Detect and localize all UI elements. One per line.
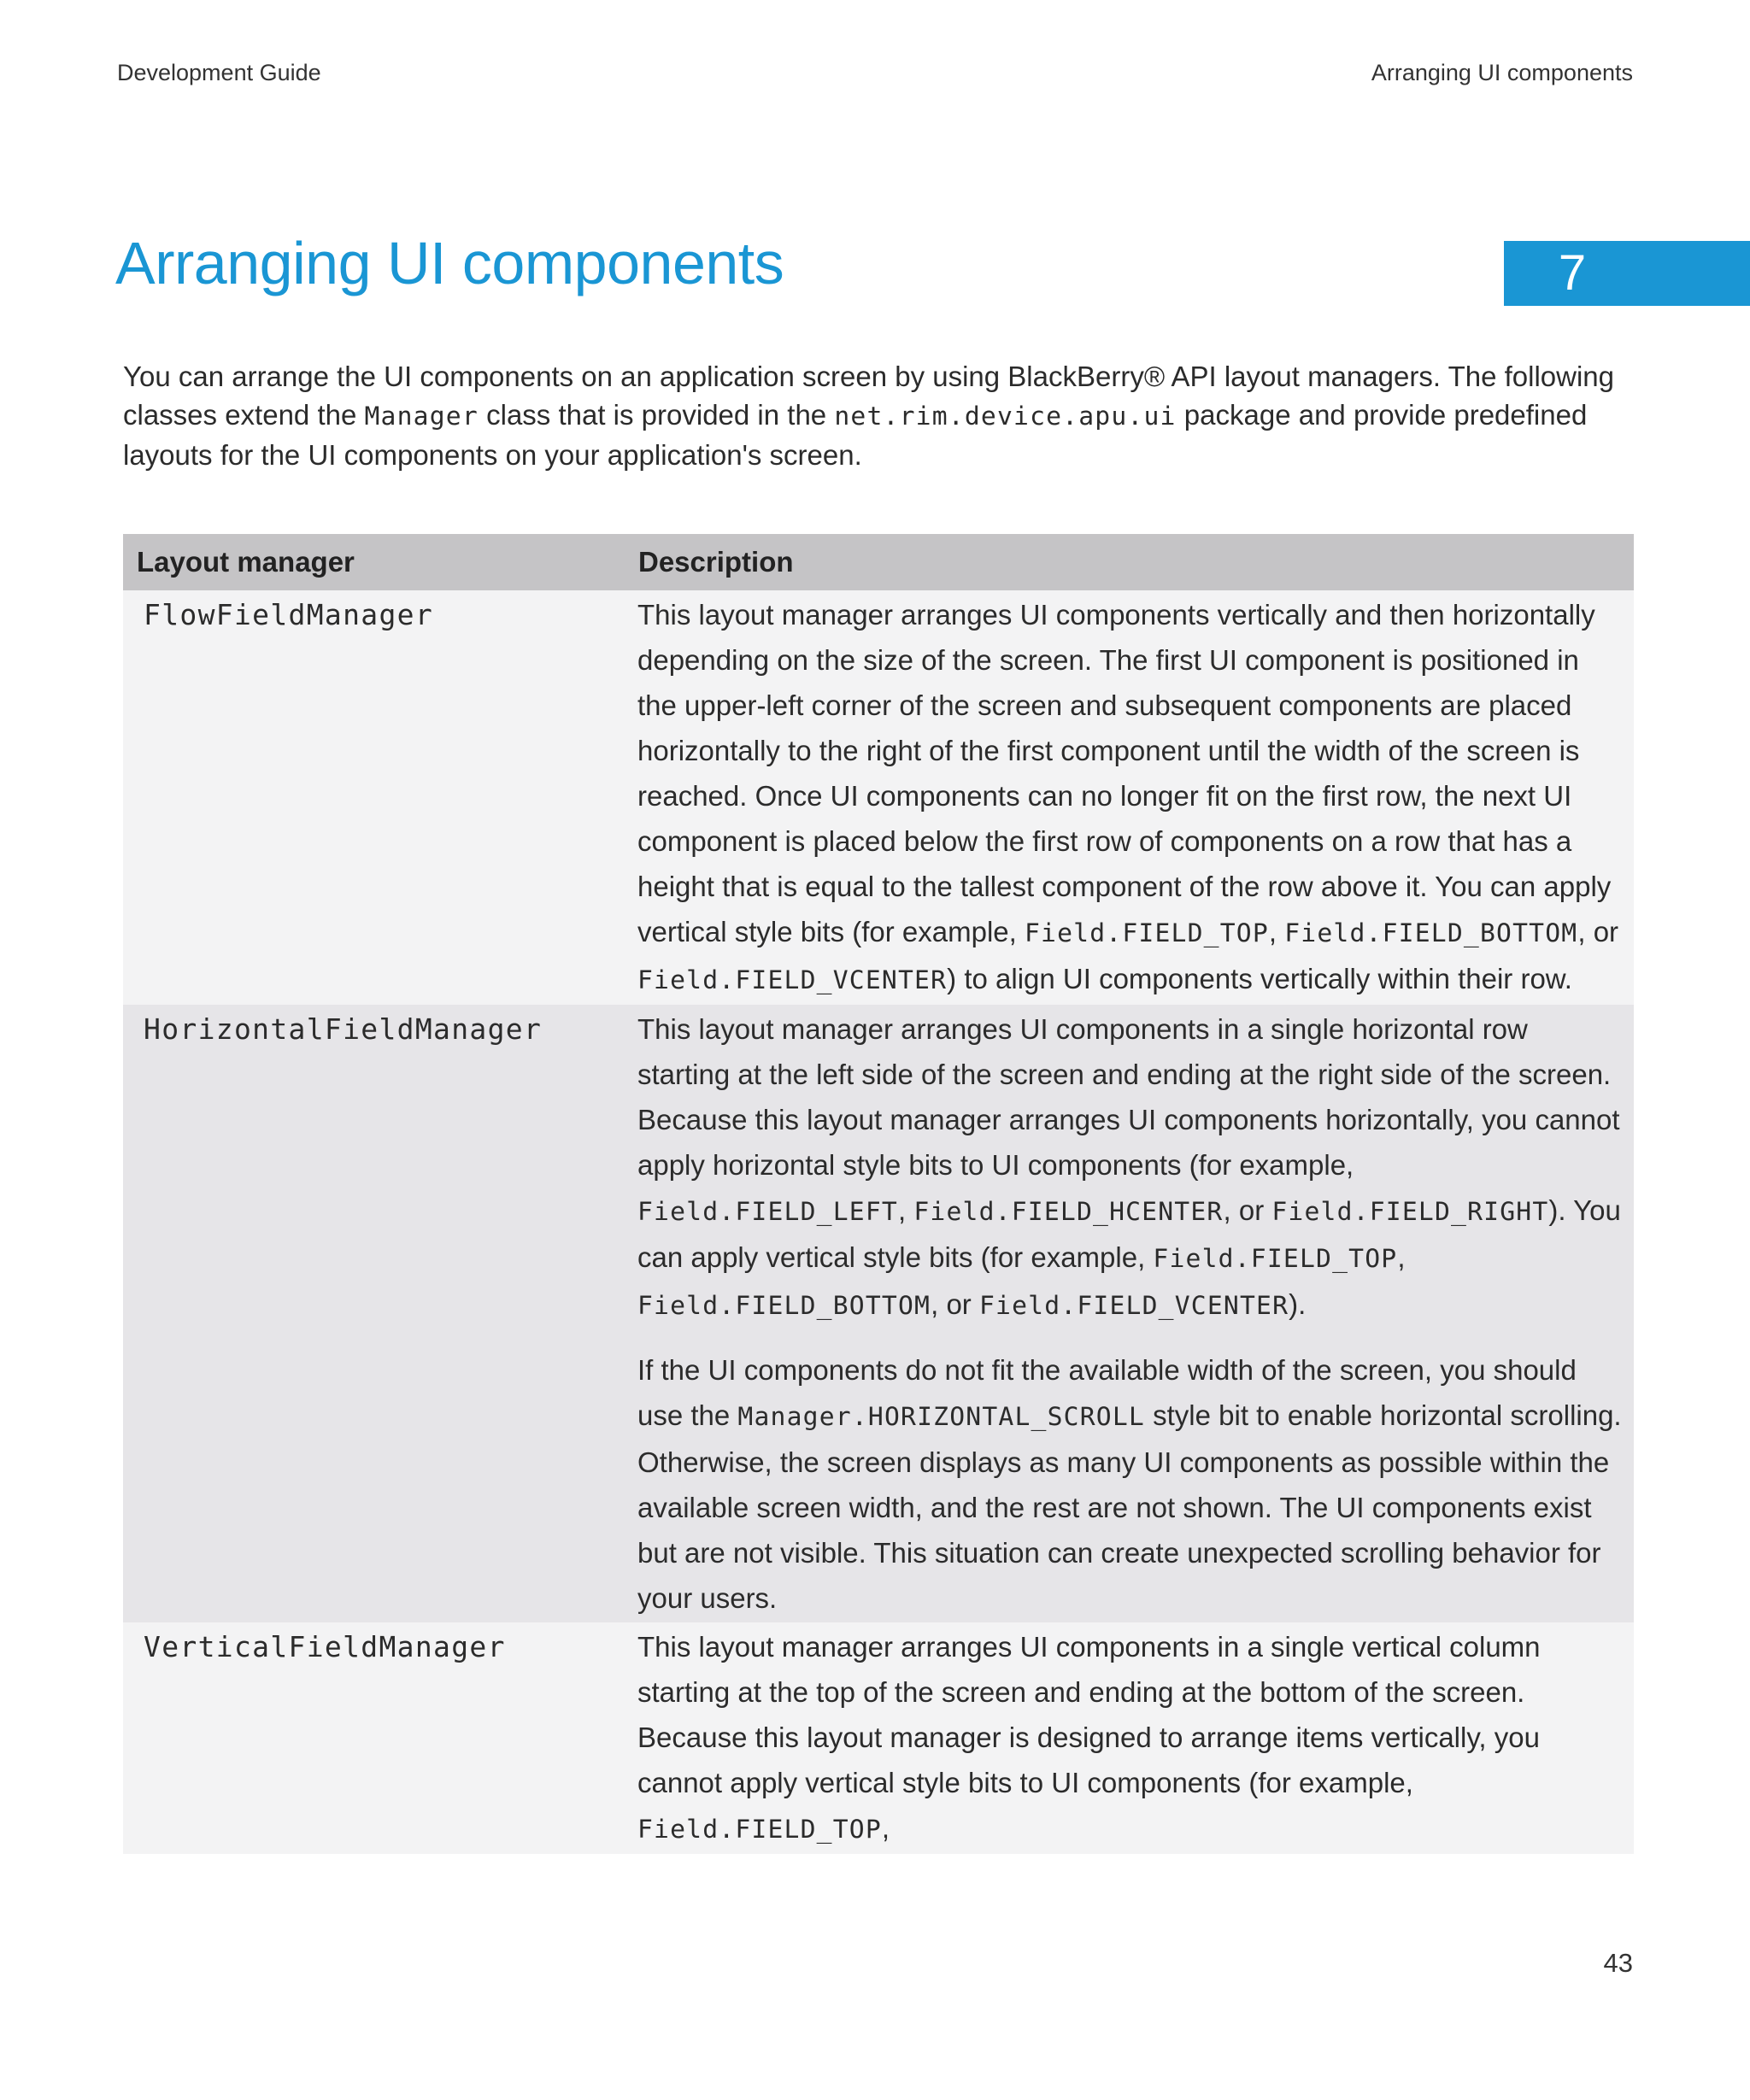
description-cell bbox=[625, 1622, 1634, 1854]
description-paragraph bbox=[637, 1624, 1622, 1852]
column-header-description: Description bbox=[625, 534, 1634, 590]
description-text: , bbox=[1397, 1241, 1406, 1273]
layout-manager-name-cell bbox=[123, 590, 625, 1005]
inline-code: net.rim.device.apu.ui bbox=[834, 402, 1177, 431]
intro-text: package and provide predefined layouts for the UI components on your application's screen. bbox=[123, 399, 1588, 471]
description-text: , bbox=[881, 1812, 890, 1844]
description-text: This layout manager arranges UI components vertically and then horizontally depending on the size of the screen. The first UI component is positioned in the upper-left corner of the screen and subsequent components are placed horizontally to the right of the first component until the width of the screen is reached. Once UI components can no longer fit on the first row, the next UI component is placed below the first row of components on a row that has a height that is equal to the tallest component of the row above it. You can apply vertical style bits (for example, bbox=[637, 599, 1612, 947]
description-text: This layout manager arranges UI components in a single horizontal row starting at the left side of the screen and ending at the right side of the screen. Because this layout manager arranges UI components horizontally, you cannot apply horizontal style bits to UI components (for example, bbox=[637, 1013, 1620, 1181]
description-cell bbox=[625, 590, 1634, 1005]
layout-manager-name: HorizontalFieldManager bbox=[144, 1012, 543, 1046]
intro-paragraph bbox=[123, 357, 1635, 474]
layout-manager-name: VerticalFieldManager bbox=[144, 1630, 506, 1663]
description-text: ). You can apply vertical style bits (for example, bbox=[637, 1194, 1621, 1273]
inline-code: Manager bbox=[364, 402, 479, 431]
inline-code: Field.FIELD_RIGHT bbox=[1271, 1197, 1549, 1227]
page-number: 43 bbox=[1603, 1948, 1633, 1978]
description-text: If the UI components do not fit the available width of the screen, you should use the bbox=[637, 1354, 1577, 1431]
table-row-flowfieldmanager bbox=[123, 590, 1634, 1005]
description-text: ) to align UI components vertically within their row. bbox=[947, 963, 1572, 994]
table-row-verticalfieldmanager bbox=[123, 1622, 1634, 1854]
description-text: , or bbox=[1577, 916, 1619, 947]
inline-code: Field.FIELD_VCENTER bbox=[978, 1291, 1289, 1321]
layout-manager-name: FlowFieldManager bbox=[144, 598, 434, 631]
layout-manager-table bbox=[123, 534, 1634, 1854]
inline-code: Field.FIELD_BOTTOM bbox=[1284, 918, 1578, 948]
description-text: , bbox=[897, 1194, 914, 1226]
description-text: This layout manager arranges UI components in a single vertical column starting at the top of the screen and ending at the bottom of the screen. Because this layout manager is designed to arrange items vertically, you cannot apply vertical style bits to UI components (for example, bbox=[637, 1631, 1541, 1798]
description-text: , or bbox=[931, 1288, 979, 1320]
layout-manager-name-cell bbox=[123, 1622, 625, 1854]
description-text: ). bbox=[1289, 1288, 1307, 1320]
intro-text: You can arrange the UI components on an application screen by using BlackBerry® API layout managers. The following classes extend the bbox=[123, 361, 1615, 431]
layout-manager-name-cell bbox=[123, 1005, 625, 1622]
inline-code: Field.FIELD_TOP bbox=[1153, 1244, 1398, 1274]
table-header-row bbox=[123, 534, 1634, 590]
chapter-title: Arranging UI components bbox=[115, 230, 784, 296]
intro-text: class that is provided in the bbox=[478, 399, 835, 431]
inline-code: Field.FIELD_TOP bbox=[637, 1815, 882, 1845]
description-text: , bbox=[1268, 916, 1285, 947]
description-cell bbox=[625, 1005, 1634, 1622]
inline-code: Field.FIELD_TOP bbox=[1024, 918, 1269, 948]
description-paragraph bbox=[637, 592, 1622, 1003]
column-header-layout-manager: Layout manager bbox=[123, 534, 625, 590]
chapter-number-tab bbox=[1504, 241, 1750, 306]
description-text: style bit to enable horizontal scrolling. Otherwise, the screen displays as many UI components as possible within the available screen width, and the rest are not shown. The UI components exist but are not visible. This situation can create unexpected scrolling behavior for your users. bbox=[637, 1399, 1622, 1614]
inline-code: Field.FIELD_VCENTER bbox=[637, 965, 948, 995]
description-paragraph bbox=[637, 1006, 1622, 1329]
running-header-left: Development Guide bbox=[117, 60, 321, 85]
description-text: , or bbox=[1223, 1194, 1272, 1226]
running-header-right: Arranging UI components bbox=[1371, 60, 1633, 85]
chapter-number: 7 bbox=[1558, 245, 1587, 301]
table-row-horizontalfieldmanager bbox=[123, 1005, 1634, 1622]
inline-code: Manager.HORIZONTAL_SCROLL bbox=[737, 1402, 1145, 1432]
inline-code: Field.FIELD_BOTTOM bbox=[637, 1291, 931, 1321]
inline-code: Field.FIELD_LEFT bbox=[637, 1197, 898, 1227]
inline-code: Field.FIELD_HCENTER bbox=[913, 1197, 1224, 1227]
description-paragraph bbox=[637, 1347, 1622, 1621]
